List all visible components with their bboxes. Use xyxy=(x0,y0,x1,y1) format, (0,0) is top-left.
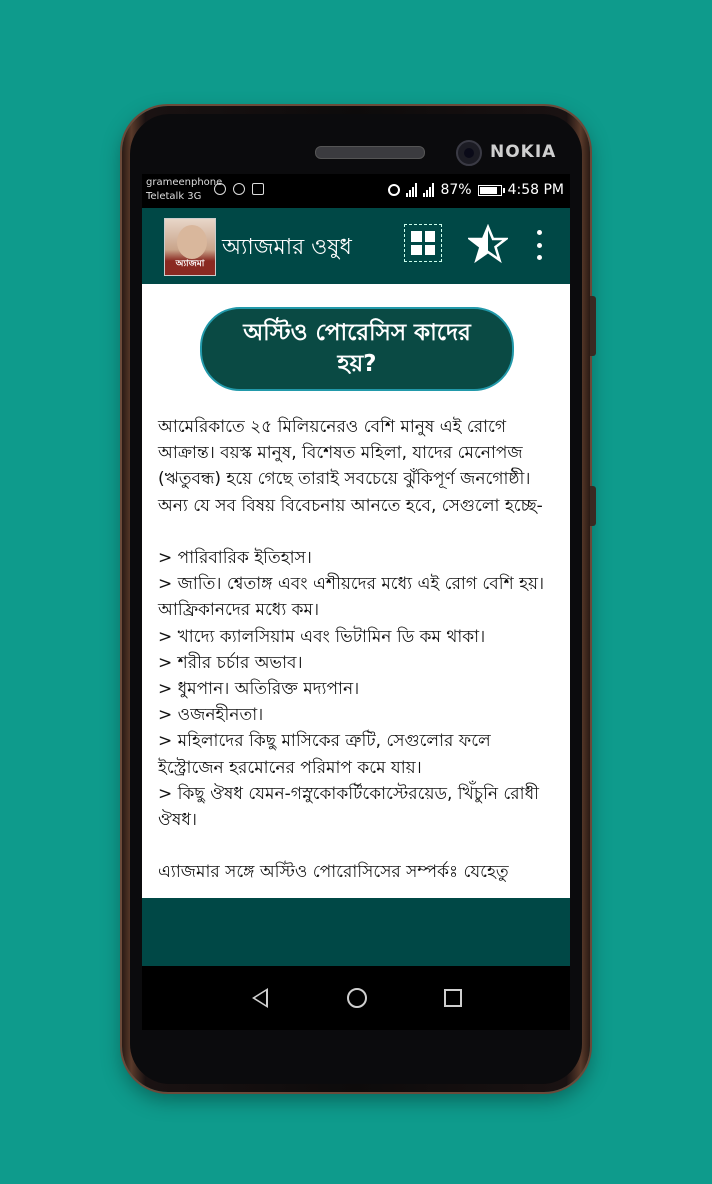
star-icon[interactable] xyxy=(468,224,508,264)
article-heading-text: অস্টিও পোরেসিস কাদের হয়? xyxy=(243,319,471,377)
home-icon[interactable] xyxy=(347,988,367,1008)
overflow-menu-icon[interactable] xyxy=(534,230,544,260)
back-icon[interactable] xyxy=(252,988,268,1008)
article-heading xyxy=(200,307,514,391)
front-camera xyxy=(456,140,482,166)
bottom-bar xyxy=(142,898,570,966)
status-bar xyxy=(142,174,570,208)
volume-button xyxy=(590,296,596,356)
sync-icon xyxy=(214,183,226,195)
navigation-bar xyxy=(142,966,570,1030)
power-button xyxy=(590,486,596,526)
clock: 4:58 PM xyxy=(507,182,564,198)
status-right xyxy=(388,182,564,198)
screenshot-icon xyxy=(252,183,264,195)
carrier-secondary: Teletalk 3G xyxy=(146,191,202,202)
app-bar xyxy=(142,208,570,284)
logo-image xyxy=(177,225,207,259)
alarm-icon xyxy=(388,184,400,196)
battery-icon xyxy=(478,185,502,196)
signal-icon xyxy=(406,183,417,197)
location-icon xyxy=(233,183,245,195)
article-content[interactable] xyxy=(142,284,570,898)
device-brand: NOKIA xyxy=(490,142,557,162)
recents-icon[interactable] xyxy=(444,989,462,1007)
app-logo[interactable] xyxy=(164,218,216,276)
battery-percent: 87% xyxy=(440,182,472,198)
earpiece-speaker xyxy=(315,146,425,159)
screen xyxy=(142,174,570,1030)
logo-text: অ্যাজমা xyxy=(175,259,205,269)
notification-icons xyxy=(214,183,264,195)
carrier-primary: grameenphone xyxy=(146,177,223,188)
grid-icon[interactable] xyxy=(404,224,442,262)
signal-icon-2 xyxy=(423,183,434,197)
app-title: অ্যাজমার ওষুধ xyxy=(222,235,352,260)
article-body: আমেরিকাতে ২৫ মিলিয়নেরও বেশি মানুষ এই রোগে আক্রান্ত। বয়স্ক মানুষ, বিশেষত মহিলা, যাদের মেনোপজ (ঋতুবন্ধ) হয়ে গেছে তারাই সবচেয়ে ঝুঁকিপূর্ণ জনগোষ্ঠী। অন্য যে সব বিষয় বিবেচনায় আনতে হবে, সেগুলো হচ্ছে- > পারিবারিক ইতিহাস। > জাতি। শ্বেতাঙ্গ এবং এশীয়দের মধ্যে এই রোগ বেশি হয়। আফ্রিকানদের মধ্যে কম। > খাদ্যে ক্যালসিয়াম এবং ভিটামিন ডি কম থাকা। > শরীর চর্চার অভাব। > ধুমপান। অতিরিক্ত মদ্যপান। > ওজনহীনতা। > মহিলাদের কিছু মাসিকের ত্রুটি, সেগুলোর ফলে ইস্ট্রোজেন হরমোনের পরিমাপ কমে যায়। > কিছু ঔষধ যেমন-গস্নুকোকর্টিকোস্টেরয়েড, খিঁচুনি রোধী ঔষধ। এ্যাজমার সঙ্গে অস্টিও পোরোসিসের সম্পর্কঃ যেহেতু xyxy=(158,417,545,883)
